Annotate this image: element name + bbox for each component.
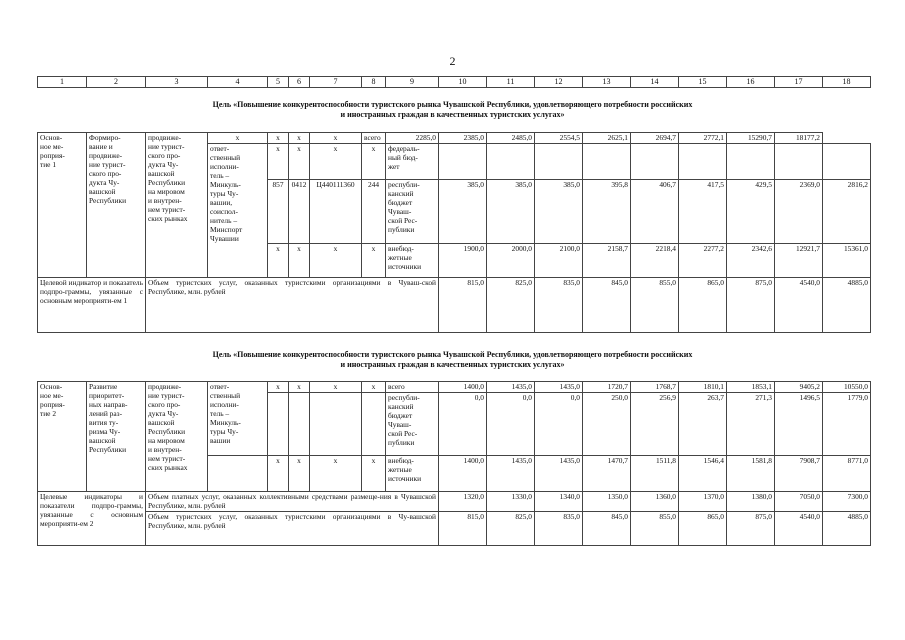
value-cell: 2218,4 [631, 244, 679, 278]
goal-heading-line2: и иностранных граждан в качественных туристских услугах» [340, 360, 565, 369]
value-cell: 2485,0 [487, 133, 535, 144]
value-cell: 2100,0 [535, 244, 583, 278]
indicator-value-cell: 7050,0 [775, 492, 823, 512]
value-cell [679, 144, 727, 180]
value-cell: 1768,7 [631, 382, 679, 393]
code-cell-c7: x [310, 144, 362, 180]
indicator-value-cell: 1320,0 [439, 492, 487, 512]
page-number: 2 [449, 54, 456, 68]
code-cell-c6: x [289, 456, 310, 492]
value-cell: 395,8 [583, 180, 631, 244]
code-cell-c8: x [310, 133, 362, 144]
value-cell: 2816,2 [823, 180, 871, 244]
table-row [38, 133, 871, 144]
value-cell: 1779,0 [823, 393, 871, 456]
column-number-9: 9 [386, 77, 439, 88]
value-cell: 1470,7 [583, 456, 631, 492]
indicator-value-cell: 1360,0 [631, 492, 679, 512]
activity-2-name: Развитие приоритет- ных направ- лений раз- вития ту- ризма Чу- вашской Республики [87, 382, 146, 492]
column-number-6: 6 [289, 77, 310, 88]
value-cell: 429,5 [727, 180, 775, 244]
value-cell: 1435,0 [487, 382, 535, 393]
value-cell: 1900,0 [439, 244, 487, 278]
funding-source-cell: внебюд- жетные источники [386, 456, 439, 492]
value-cell: 256,9 [631, 393, 679, 456]
value-cell: 1400,0 [439, 382, 487, 393]
value-cell: 1546,4 [679, 456, 727, 492]
indicator-value-cell: 825,0 [487, 512, 535, 546]
value-cell: 1435,0 [535, 456, 583, 492]
code-cell-c8: 244 [362, 180, 386, 244]
indicator-value-cell: 815,0 [439, 512, 487, 546]
goal-heading-line1: Цель «Повышение конкурентоспособности туристского рынка Чувашской Республики, удовлетворяющего потребности российских [212, 350, 693, 359]
value-cell [631, 144, 679, 180]
indicator-value-cell: 1340,0 [535, 492, 583, 512]
code-cell-c6: x [289, 382, 310, 393]
value-cell: 1853,1 [727, 382, 775, 393]
indicator-row [38, 492, 871, 512]
column-number-17: 17 [775, 77, 823, 88]
indicator-value-cell: 1370,0 [679, 492, 727, 512]
column-number-4: 4 [208, 77, 268, 88]
column-number-8: 8 [362, 77, 386, 88]
value-cell: 15361,0 [823, 244, 871, 278]
code-cell-c6: x [289, 244, 310, 278]
goal-heading-2 [37, 350, 868, 370]
code-cell-c6: x [268, 133, 289, 144]
activity-1-table [37, 132, 871, 333]
column-number-11: 11 [487, 77, 535, 88]
indicator-2b-text: Объем туристских услуг, оказанных туристскими организациями в Чу-вашской Республике, млн. рублей [146, 512, 439, 546]
column-number-1: 1 [38, 77, 87, 88]
activity-2-responsible: ответ- ственный исполни- тель – Минкуль- туры Чу- вашии [208, 382, 268, 456]
code-cell-c8 [362, 393, 386, 456]
indicator-value-cell: 835,0 [535, 512, 583, 546]
value-cell [823, 144, 871, 180]
indicator-value-cell: 855,0 [631, 278, 679, 333]
code-cell-c7 [310, 393, 362, 456]
indicator-value-cell: 1380,0 [727, 492, 775, 512]
code-cell-c5: x [268, 144, 289, 180]
value-cell: 2342,6 [727, 244, 775, 278]
value-cell: 2000,0 [487, 244, 535, 278]
value-cell: 271,3 [727, 393, 775, 456]
value-cell: 1581,8 [727, 456, 775, 492]
empty-cell [208, 456, 268, 492]
column-number-3: 3 [146, 77, 208, 88]
column-number-5: 5 [268, 77, 289, 88]
value-cell: 2385,0 [439, 133, 487, 144]
indicator-value-cell: 1350,0 [583, 492, 631, 512]
code-cell-c6 [289, 393, 310, 456]
value-cell: 0,0 [487, 393, 535, 456]
value-cell: 1400,0 [439, 456, 487, 492]
code-cell-c5: x [268, 382, 289, 393]
activity-1-status: Основ- ное ме- роприя- тие 1 [38, 133, 87, 278]
value-cell: 15290,7 [727, 133, 775, 144]
value-cell: 2772,1 [679, 133, 727, 144]
value-cell: 406,7 [631, 180, 679, 244]
value-cell: 0,0 [535, 393, 583, 456]
indicator-value-cell: 865,0 [679, 278, 727, 333]
indicator-value-cell: 875,0 [727, 278, 775, 333]
column-number-7: 7 [310, 77, 362, 88]
indicator-value-cell: 825,0 [487, 278, 535, 333]
goal-heading-line2: и иностранных граждан в качественных туристских услугах» [340, 110, 565, 119]
value-cell: 250,0 [583, 393, 631, 456]
value-cell: 1720,7 [583, 382, 631, 393]
activity-1-responsible: ответ- ственный исполни- тель – Минкуль- туры Чу- вашии, соиспол- нитель – Минспорт Чувашии [208, 144, 268, 278]
funding-source-cell: всего [362, 133, 386, 144]
code-cell-c8: x [362, 244, 386, 278]
code-cell-c7: x [310, 382, 362, 393]
column-number-14: 14 [631, 77, 679, 88]
value-cell: 263,7 [679, 393, 727, 456]
value-cell [535, 144, 583, 180]
value-cell: 417,5 [679, 180, 727, 244]
activity-2-task: продвиже- ние турист- ского про- дукта Чу- вашской Республики на мировом и внутрен- нем турист- ских рынках [146, 382, 208, 492]
code-cell-c8: x [362, 382, 386, 393]
column-number-15: 15 [679, 77, 727, 88]
value-cell: 385,0 [535, 180, 583, 244]
indicator-value-cell: 1330,0 [487, 492, 535, 512]
code-cell-c7: x [310, 456, 362, 492]
indicator-value-cell: 4885,0 [823, 278, 871, 333]
column-number-18: 18 [823, 77, 871, 88]
code-cell-c5: 857 [268, 180, 289, 244]
indicator-2a-text: Объем платных услуг, оказанных коллективными средствами размеще-ния в Чувашской Республике, млн. рублей [146, 492, 439, 512]
funding-source-cell: республи- канский бюджет Чуваш- ской Рес- публики [386, 393, 439, 456]
code-cell-c8: x [362, 456, 386, 492]
code-cell-c7: x [310, 244, 362, 278]
activity-2-table [37, 381, 871, 546]
indicator-value-cell: 855,0 [631, 512, 679, 546]
value-cell [727, 144, 775, 180]
activity-1-name: Формиро- вание и продвиже- ние турист- ского про- дукта Чу- вашской Республики [87, 133, 146, 278]
column-number-10: 10 [439, 77, 487, 88]
value-cell [775, 144, 823, 180]
indicator-value-cell: 845,0 [583, 512, 631, 546]
value-cell: 8771,0 [823, 456, 871, 492]
value-cell: 2554,5 [535, 133, 583, 144]
code-cell-c8: x [362, 144, 386, 180]
indicator-row [38, 278, 871, 333]
indicator-value-cell: 4885,0 [823, 512, 871, 546]
value-cell [487, 144, 535, 180]
indicator-1-text: Объем туристских услуг, оказанных туристскими организациями в Чуваш-ской Республике, млн. рублей [146, 278, 439, 333]
column-number-13: 13 [583, 77, 631, 88]
indicator-value-cell: 4540,0 [775, 512, 823, 546]
value-cell: 2277,2 [679, 244, 727, 278]
indicator-value-cell: 845,0 [583, 278, 631, 333]
code-cell-c6: x [289, 144, 310, 180]
value-cell: 9405,2 [775, 382, 823, 393]
code-cell-c6: 0412 [289, 180, 310, 244]
value-cell: 12921,7 [775, 244, 823, 278]
value-cell: 7908,7 [775, 456, 823, 492]
value-cell: 10550,0 [823, 382, 871, 393]
table-row [38, 382, 871, 393]
value-cell: 385,0 [487, 180, 535, 244]
value-cell: 1496,5 [775, 393, 823, 456]
code-cell-c7: x [289, 133, 310, 144]
value-cell: 2625,1 [583, 133, 631, 144]
value-cell: 2694,7 [631, 133, 679, 144]
value-cell: 2285,0 [386, 133, 439, 144]
funding-source-cell: внебюд- жетные источники [386, 244, 439, 278]
funding-source-cell: республи- канский бюджет Чуваш- ской Рес- публики [386, 180, 439, 244]
indicator-1-label: Целевой индикатор и показатель подпро-граммы, увязанные с основным мероприяти-ем 1 [38, 278, 146, 333]
activity-1-task: продвиже- ние турист- ского про- дукта Чу- вашской Республики на мировом и внутрен- нем турист- ских рынках [146, 133, 208, 278]
column-number-header [37, 76, 871, 88]
indicator-value-cell: 875,0 [727, 512, 775, 546]
code-cell-c5: x [268, 244, 289, 278]
value-cell: 1511,8 [631, 456, 679, 492]
indicator-value-cell: 7300,0 [823, 492, 871, 512]
code-cell-c5 [268, 393, 289, 456]
code-cell-c5: x [208, 133, 268, 144]
code-cell-c7: Ц440111360 [310, 180, 362, 244]
goal-heading-line1: Цель «Повышение конкурентоспособности туристского рынка Чувашской Республики, удовлетворяющего потребности российских [212, 100, 693, 109]
value-cell: 1435,0 [487, 456, 535, 492]
value-cell: 1810,1 [679, 382, 727, 393]
funding-source-cell: федераль- ный бюд- жет [386, 144, 439, 180]
column-number-12: 12 [535, 77, 583, 88]
column-number-16: 16 [727, 77, 775, 88]
indicator-row [38, 512, 871, 546]
value-cell: 385,0 [439, 180, 487, 244]
value-cell: 1435,0 [535, 382, 583, 393]
value-cell: 18177,2 [775, 133, 823, 144]
value-cell [439, 144, 487, 180]
value-cell: 2369,0 [775, 180, 823, 244]
code-cell-c5: x [268, 456, 289, 492]
indicator-value-cell: 4540,0 [775, 278, 823, 333]
value-cell [583, 144, 631, 180]
indicator-value-cell: 865,0 [679, 512, 727, 546]
activity-2-status: Основ- ное ме- роприя- тие 2 [38, 382, 87, 492]
column-number-2: 2 [87, 77, 146, 88]
value-cell: 0,0 [439, 393, 487, 456]
indicator-value-cell: 815,0 [439, 278, 487, 333]
value-cell: 2158,7 [583, 244, 631, 278]
funding-source-cell: всего [386, 382, 439, 393]
indicators-2-label: Целевые индикаторы и показатели подпро-граммы, увязанные с основным мероприяти-ем 2 [38, 492, 146, 546]
indicator-value-cell: 835,0 [535, 278, 583, 333]
goal-heading-1 [37, 100, 868, 120]
